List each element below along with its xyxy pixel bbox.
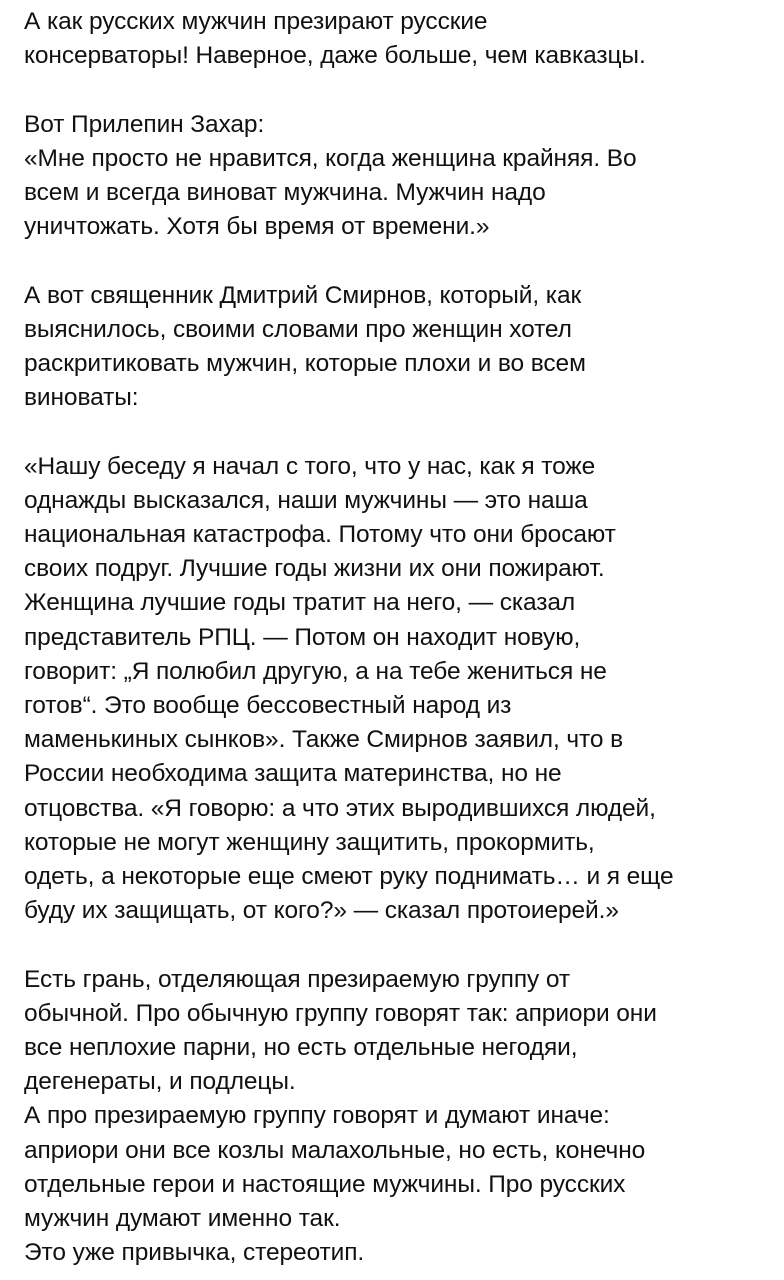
text-line: уничтожать. Хотя бы время от времени.» (24, 213, 490, 241)
paragraph-smirnov-quote (24, 450, 764, 929)
paragraph-intro (24, 5, 764, 73)
paragraph-smirnov-intro (24, 279, 764, 416)
text-line: «Мне просто не нравится, когда женщина крайняя. Во (24, 144, 637, 172)
text-line: априори они все козлы малахольные, но есть, конечно (24, 1136, 646, 1164)
paragraph-conclusion (24, 963, 764, 1271)
text-line: своих подруг. Лучшие годы жизни их они пожирают. (24, 555, 605, 583)
text-line: выяснилось, своими словами про женщин хотел (24, 315, 572, 343)
text-line: отцовства. «Я говорю: а что этих выродившихся людей, (24, 794, 656, 822)
text-line: отдельные герои и настоящие мужчины. Про русских (24, 1170, 626, 1198)
text-line: все неплохие парни, но есть отдельные негодяи, (24, 1034, 578, 1062)
text-line: одеть, а некоторые еще смеют руку поднимать… и я еще (24, 863, 674, 891)
text-line: буду их защищать, от кого?» — сказал протоиерей.» (24, 897, 619, 925)
text-line: Это уже привычка, стереотип. (24, 1239, 365, 1267)
text-line: всем и всегда виноват мужчина. Мужчин надо (24, 179, 546, 206)
text-line: раскритиковать мужчин, которые плохи и во всем (24, 350, 586, 377)
paragraph-prilepin-quote (24, 108, 764, 245)
text-line: которые не могут женщину защитить, прокормить, (24, 828, 595, 856)
text-line: маменькиных сынков». Также Смирнов заявил, что в (24, 726, 624, 754)
text-line: А как русских мужчин презирают русские (24, 8, 488, 35)
document-body (24, 5, 764, 1270)
text-line: говорит: „Я полюбил другую, а на тебе жениться не (24, 657, 607, 685)
text-line: России необходима защита материнства, но не (24, 760, 562, 788)
text-line: представитель РПЦ. — Потом он находит новую, (24, 623, 581, 651)
text-line: виноваты: (24, 384, 139, 412)
text-line: дегенераты, и подлецы. (24, 1068, 296, 1096)
text-line: обычной. Про обычную группу говорят так: априори они (24, 999, 657, 1027)
text-line: Вот Прилепин Захар: (24, 110, 265, 138)
text-line: Есть грань, отделяющая презираемую группу от (24, 965, 570, 993)
text-line: Женщина лучшие годы тратит на него, — сказал (24, 589, 576, 617)
text-line: А вот священник Дмитрий Смирнов, который, как (24, 281, 582, 309)
text-line: мужчин думают именно так. (24, 1205, 341, 1233)
text-line: «Нашу беседу я начал с того, что у нас, как я тоже (24, 452, 596, 480)
text-line: А про презираемую группу говорят и думают иначе: (24, 1102, 610, 1130)
text-line: национальная катастрофа. Потому что они бросают (24, 521, 616, 548)
text-line: консерваторы! Наверное, даже больше, чем кавказцы. (24, 42, 646, 70)
text-line: однажды высказался, наши мужчины — это наша (24, 486, 588, 514)
text-line: готов“. Это вообще бессовестный народ из (24, 692, 512, 720)
